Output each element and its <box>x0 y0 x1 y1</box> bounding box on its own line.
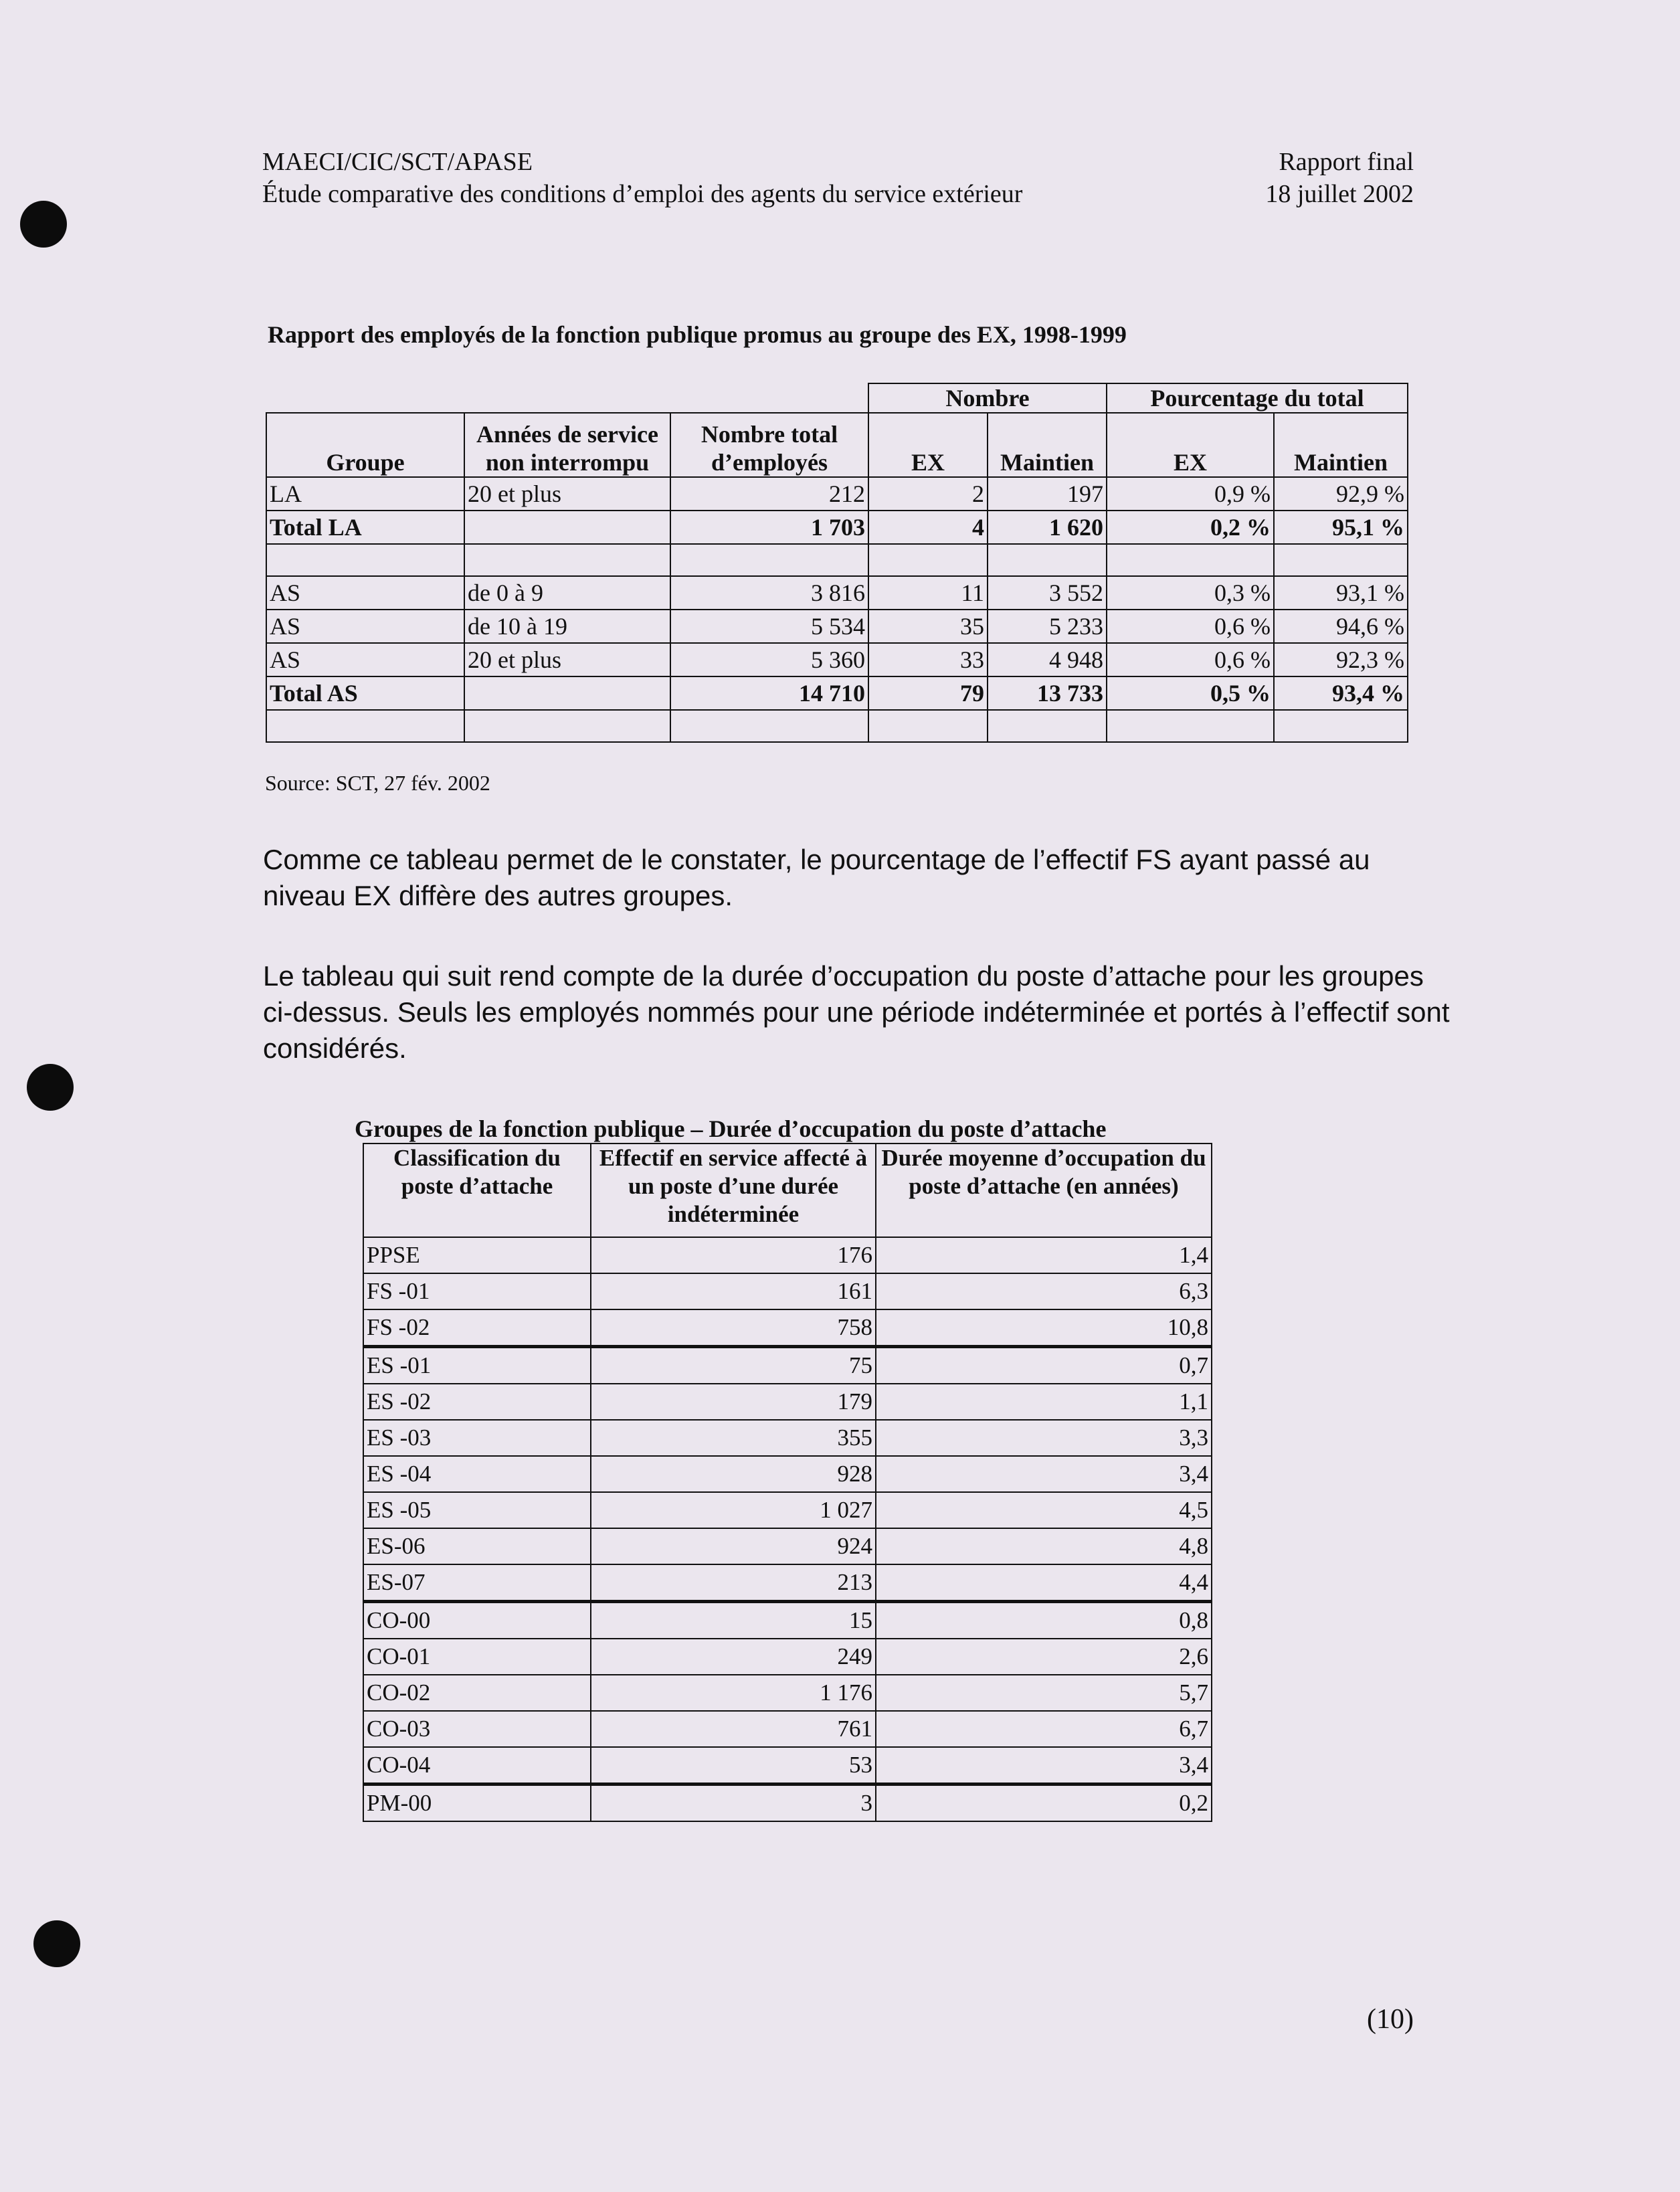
table-row-total <box>266 511 1408 544</box>
table-cell: 33 <box>868 643 988 676</box>
table-cell: FS -01 <box>363 1273 591 1309</box>
table-cell <box>1107 710 1274 742</box>
table-row <box>363 1675 1212 1711</box>
table-cell: 20 et plus <box>464 643 670 676</box>
table-cell: ES -01 <box>363 1347 591 1384</box>
table-cell: CO-04 <box>363 1747 591 1785</box>
punch-hole-middle <box>27 1064 74 1111</box>
punch-hole-top <box>20 201 67 248</box>
table2-header-row <box>363 1144 1212 1237</box>
table-cell: 1,4 <box>876 1237 1212 1273</box>
table-cell: 249 <box>591 1639 876 1675</box>
table-cell: 0,3 % <box>1107 576 1274 610</box>
table-cell <box>868 710 988 742</box>
table1-header-cell: EX <box>1107 413 1274 477</box>
table-cell: CO-00 <box>363 1602 591 1639</box>
table-cell: 4,5 <box>876 1492 1212 1528</box>
table-row <box>363 1785 1212 1822</box>
table-cell <box>464 511 670 544</box>
table-cell: 176 <box>591 1237 876 1273</box>
table-cell: 95,1 % <box>1274 511 1408 544</box>
table-cell <box>988 710 1107 742</box>
table1-header-cell: Groupe <box>266 413 464 477</box>
table-cell: 4 948 <box>988 643 1107 676</box>
table-cell: 0,5 % <box>1107 676 1274 710</box>
header-left <box>262 146 1022 210</box>
table-cell: Total AS <box>266 676 464 710</box>
table-cell: 3,4 <box>876 1456 1212 1492</box>
table-cell: 0,8 <box>876 1602 1212 1639</box>
table-cell <box>1274 710 1408 742</box>
table-cell <box>670 544 868 576</box>
header-report: Rapport final <box>1279 148 1414 176</box>
table-cell: 758 <box>591 1309 876 1347</box>
promotion-table <box>266 383 1408 743</box>
table-row <box>363 1384 1212 1420</box>
table-cell: FS -02 <box>363 1309 591 1347</box>
table-row <box>266 576 1408 610</box>
table-cell: 93,4 % <box>1274 676 1408 710</box>
table1-header-cell: Maintien <box>988 413 1107 477</box>
table-cell: 2 <box>868 477 988 511</box>
table-cell <box>464 710 670 742</box>
table-cell: AS <box>266 610 464 643</box>
table-row-blank <box>266 544 1408 576</box>
table-cell: 5 233 <box>988 610 1107 643</box>
table-cell <box>670 710 868 742</box>
table-cell: 212 <box>670 477 868 511</box>
table-cell: 4 <box>868 511 988 544</box>
table-cell: 355 <box>591 1420 876 1456</box>
table-cell: Total LA <box>266 511 464 544</box>
table-row <box>266 643 1408 676</box>
table1-group-nombre: Nombre <box>868 383 1107 413</box>
table-cell: CO-02 <box>363 1675 591 1711</box>
page-number: (10) <box>1367 2004 1414 2035</box>
table-cell <box>988 544 1107 576</box>
table1-group-percent: Pourcentage du total <box>1107 383 1408 413</box>
table-cell: ES -04 <box>363 1456 591 1492</box>
table1-header-cell: Maintien <box>1274 413 1408 477</box>
table-row <box>363 1602 1212 1639</box>
table-cell: 35 <box>868 610 988 643</box>
table-cell: 213 <box>591 1564 876 1602</box>
table-cell: 14 710 <box>670 676 868 710</box>
table-cell: 3 816 <box>670 576 868 610</box>
table-row-total <box>266 676 1408 710</box>
table-cell: 92,3 % <box>1274 643 1408 676</box>
table-cell: 4,4 <box>876 1564 1212 1602</box>
table-row <box>363 1456 1212 1492</box>
table-cell: 0,2 % <box>1107 511 1274 544</box>
table-cell: PM-00 <box>363 1785 591 1822</box>
table-cell: 1,1 <box>876 1384 1212 1420</box>
table-cell: 3,3 <box>876 1420 1212 1456</box>
table1-header-cell: Années de service non interrompu <box>464 413 670 477</box>
table-row <box>363 1273 1212 1309</box>
table1-header-row <box>266 413 1408 477</box>
table-cell: 1 027 <box>591 1492 876 1528</box>
table-cell <box>1274 544 1408 576</box>
table-cell: PPSE <box>363 1237 591 1273</box>
table-cell: 761 <box>591 1711 876 1747</box>
table-cell: ES-07 <box>363 1564 591 1602</box>
punch-hole-bottom <box>33 1920 80 1967</box>
table-cell: AS <box>266 576 464 610</box>
table-cell: 928 <box>591 1456 876 1492</box>
table-cell: CO-01 <box>363 1639 591 1675</box>
table-cell: 5,7 <box>876 1675 1212 1711</box>
table-cell <box>464 676 670 710</box>
table1-source: Source: SCT, 27 fév. 2002 <box>265 771 490 795</box>
table-cell: 5 534 <box>670 610 868 643</box>
table-cell: 161 <box>591 1273 876 1309</box>
table-cell: 13 733 <box>988 676 1107 710</box>
table-row <box>266 477 1408 511</box>
table-cell: 3,4 <box>876 1747 1212 1785</box>
table-cell: 20 et plus <box>464 477 670 511</box>
table-row <box>363 1564 1212 1602</box>
table-row <box>363 1492 1212 1528</box>
table-cell <box>1107 544 1274 576</box>
table-cell: 1 176 <box>591 1675 876 1711</box>
table-cell: 6,3 <box>876 1273 1212 1309</box>
table-cell: 0,2 <box>876 1785 1212 1822</box>
table2-header-cell: Effectif en service affecté à un poste d’une durée indéterminée <box>591 1144 876 1237</box>
table-row <box>363 1420 1212 1456</box>
table2-title: Groupes de la fonction publique – Durée d’occupation du poste d’attache <box>355 1115 1107 1142</box>
header-date: 18 juillet 2002 <box>1265 180 1414 208</box>
table-row <box>363 1528 1212 1564</box>
table-cell: 94,6 % <box>1274 610 1408 643</box>
table-cell: 0,6 % <box>1107 643 1274 676</box>
table-cell: 197 <box>988 477 1107 511</box>
table-cell: ES -03 <box>363 1420 591 1456</box>
table1-blank-header <box>266 383 868 413</box>
table-cell: 179 <box>591 1384 876 1420</box>
table-cell: LA <box>266 477 464 511</box>
table-cell: de 0 à 9 <box>464 576 670 610</box>
table-cell: de 10 à 19 <box>464 610 670 643</box>
header-study: Étude comparative des conditions d’emploi des agents du service extérieur <box>262 180 1023 208</box>
table-row <box>363 1309 1212 1347</box>
table-cell <box>464 544 670 576</box>
table1-header-cell: Nombre total d’employés <box>670 413 868 477</box>
table2-header-cell: Durée moyenne d’occupation du poste d’attache (en années) <box>876 1144 1212 1237</box>
table-cell: 1 620 <box>988 511 1107 544</box>
table-cell: CO-03 <box>363 1711 591 1747</box>
table-row <box>363 1711 1212 1747</box>
table2-header-cell: Classification du poste d’attache <box>363 1144 591 1237</box>
paragraph: Le tableau qui suit rend compte de la durée d’occupation du poste d’attache pour les groupes ci-dessus. Seuls les employés nommés pour une période indéterminée et portés à l’effectif sont considérés. <box>263 960 1450 1064</box>
table1-header-cell: EX <box>868 413 988 477</box>
table-cell: AS <box>266 643 464 676</box>
table-cell: 6,7 <box>876 1711 1212 1747</box>
table-row <box>363 1747 1212 1785</box>
table-cell: 75 <box>591 1347 876 1384</box>
paragraph: Comme ce tableau permet de le constater, le pourcentage de l’effectif FS ayant passé au niveau EX diffère des autres groupes. <box>263 844 1370 911</box>
table-cell <box>266 710 464 742</box>
table-cell: 53 <box>591 1747 876 1785</box>
table-cell: 0,7 <box>876 1347 1212 1384</box>
table-row <box>363 1639 1212 1675</box>
table-cell: ES -02 <box>363 1384 591 1420</box>
table-cell: 3 <box>591 1785 876 1822</box>
table-row <box>363 1237 1212 1273</box>
table-cell: 11 <box>868 576 988 610</box>
table-row-blank <box>266 710 1408 742</box>
table-row <box>266 610 1408 643</box>
table-cell: 2,6 <box>876 1639 1212 1675</box>
table1-group-header-row <box>266 383 1408 413</box>
table-cell <box>868 544 988 576</box>
table-cell: 93,1 % <box>1274 576 1408 610</box>
table-cell: ES-06 <box>363 1528 591 1564</box>
table-cell: 5 360 <box>670 643 868 676</box>
table-cell: 92,9 % <box>1274 477 1408 511</box>
table-row <box>363 1347 1212 1384</box>
table-cell: 924 <box>591 1528 876 1564</box>
header-right <box>1265 146 1414 210</box>
table-cell: 0,6 % <box>1107 610 1274 643</box>
table-cell: 0,9 % <box>1107 477 1274 511</box>
occupation-table <box>363 1143 1212 1822</box>
table1-title: Rapport des employés de la fonction publique promus au groupe des EX, 1998-1999 <box>268 321 1127 348</box>
table-cell: 79 <box>868 676 988 710</box>
header-org: MAECI/CIC/SCT/APASE <box>262 148 533 176</box>
table-cell: 1 703 <box>670 511 868 544</box>
table-cell: 4,8 <box>876 1528 1212 1564</box>
table-cell: ES -05 <box>363 1492 591 1528</box>
table-cell: 10,8 <box>876 1309 1212 1347</box>
table-cell <box>266 544 464 576</box>
table-cell: 3 552 <box>988 576 1107 610</box>
table-cell: 15 <box>591 1602 876 1639</box>
